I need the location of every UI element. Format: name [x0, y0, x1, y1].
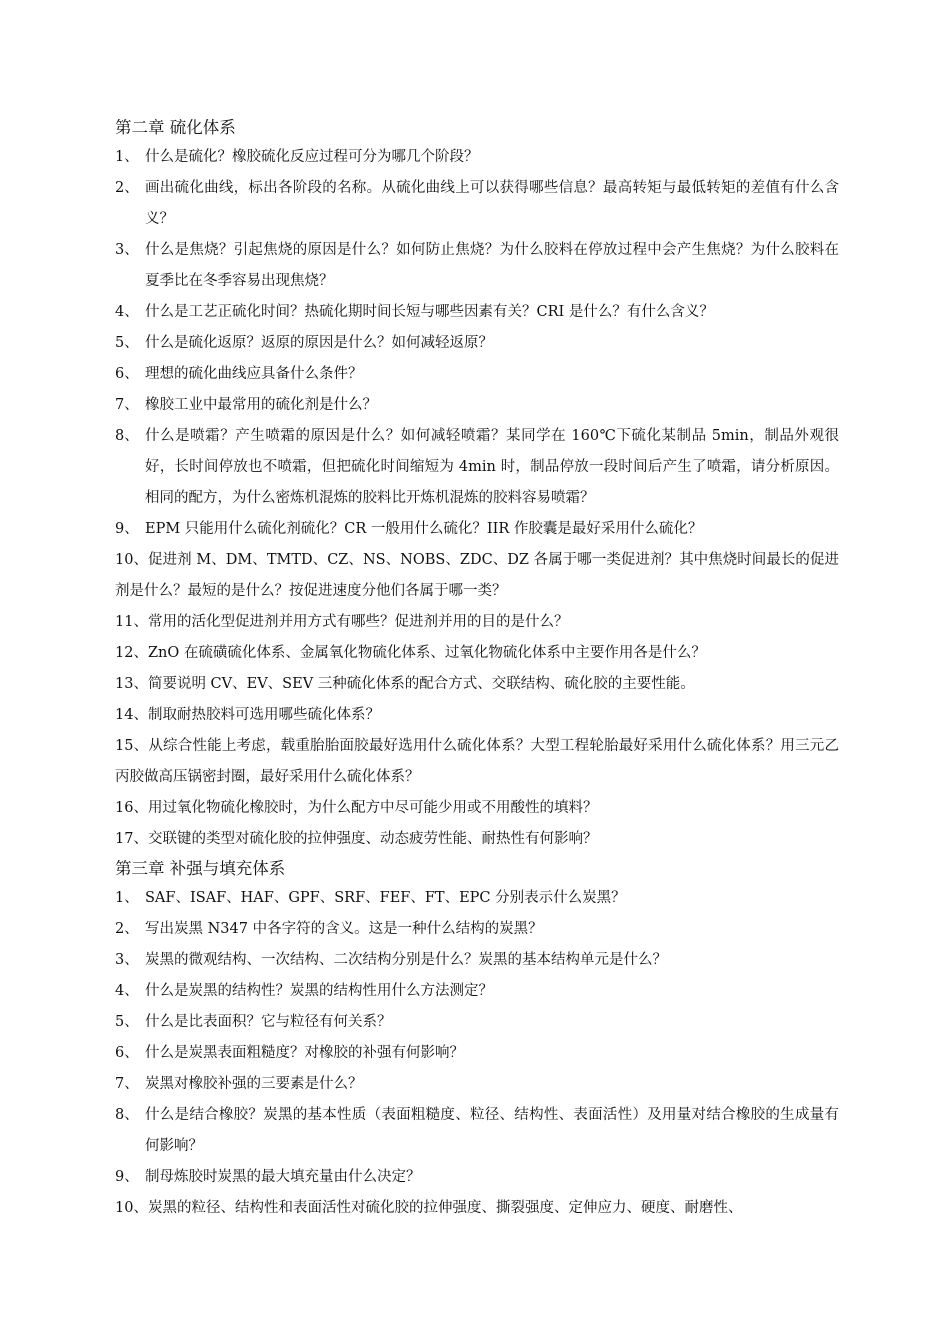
- question-number: 2、: [115, 921, 139, 937]
- question-item: [115, 914, 839, 945]
- question-text: 从综合性能上考虑，载重胎胎面胶最好选用什么硫化体系？大型工程轮胎最好采用什么硫化体系？用三元乙丙胶做高压锅密封圈，最好采用什么硫化体系？: [115, 738, 840, 785]
- question-text: ZnO 在硫磺硫化体系、金属氧化物硫化体系、过氧化物硫化体系中主要作用各是什么？: [147, 645, 706, 661]
- question-text: 什么是工艺正硫化时间？热硫化期时间长短与哪些因素有关？CRI 是什么？有什么含义？: [145, 304, 714, 320]
- question-item: [115, 1162, 839, 1193]
- question-item: [115, 1193, 839, 1224]
- question-number: 8、: [115, 428, 139, 444]
- question-item: [115, 945, 839, 976]
- question-item: [115, 731, 839, 793]
- question-number: 10、: [115, 1200, 148, 1216]
- question-text: 制取耐热胶料可选用哪些硫化体系？: [147, 707, 380, 723]
- chapter-title: 第三章 补强与填充体系: [115, 859, 286, 878]
- question-number: 11、: [115, 614, 148, 630]
- question-text: EPM 只能用什么硫化剂硫化？CR 一般用什么硫化？IIR 作胶囊是最好采用什么硫化？: [145, 521, 703, 537]
- question-item: [115, 328, 839, 359]
- question-text: 什么是硫化返原？返原的原因是什么？如何减轻返原？: [145, 335, 493, 351]
- question-text: 炭黑的微观结构、一次结构、二次结构分别是什么？炭黑的基本结构单元是什么？: [145, 952, 667, 968]
- question-text: 促进剂 M、DM、TMTD、CZ、NS、NOBS、ZDC、DZ 各属于哪一类促进剂？其中焦烧时间最长的促进剂是什么？最短的是什么？按促进速度分他们各属于哪一类？: [115, 552, 839, 599]
- question-text: SAF、ISAF、HAF、GPF、SRF、FEF、FT、EPC 分别表示什么炭黑？: [145, 890, 626, 906]
- question-number: 5、: [115, 1014, 139, 1030]
- question-text: 理想的硫化曲线应具备什么条件？: [145, 366, 363, 382]
- question-text: 常用的活化型促进剂并用方式有哪些？促进剂并用的目的是什么？: [147, 614, 569, 630]
- question-number: 17、: [115, 831, 148, 847]
- question-item: [115, 1100, 839, 1162]
- question-number: 7、: [115, 1076, 139, 1092]
- question-number: 2、: [115, 180, 139, 196]
- question-text: 简要说明 CV、EV、SEV 三种硫化体系的配合方式、交联结构、硫化胶的主要性能。: [147, 676, 695, 692]
- question-number: 13、: [115, 676, 148, 692]
- question-item: [115, 142, 839, 173]
- question-text: 交联键的类型对硫化胶的拉伸强度、动态疲劳性能、耐热性有何影响？: [147, 831, 598, 847]
- question-text: 用过氧化物硫化橡胶时，为什么配方中尽可能少用或不用酸性的填料？: [147, 800, 598, 816]
- question-text: 什么是比表面积？它与粒径有何关系？: [145, 1014, 392, 1030]
- question-item: [115, 793, 839, 824]
- question-number: 6、: [115, 366, 139, 382]
- question-number: 9、: [115, 521, 139, 537]
- chapter-title: 第二章 硫化体系: [115, 118, 236, 137]
- question-item: [115, 545, 839, 607]
- question-item: [115, 883, 839, 914]
- question-number: 1、: [115, 149, 139, 165]
- question-item: [115, 669, 839, 700]
- question-item: [115, 976, 839, 1007]
- question-text: 什么是硫化？橡胶硫化反应过程可分为哪几个阶段？: [145, 149, 479, 165]
- question-text: 制母炼胶时炭黑的最大填充量由什么决定？: [145, 1169, 421, 1185]
- question-number: 4、: [115, 304, 139, 320]
- question-item: [115, 390, 839, 421]
- question-number: 3、: [115, 952, 139, 968]
- question-item: [115, 1007, 839, 1038]
- question-number: 3、: [115, 242, 139, 258]
- question-number: 14、: [115, 707, 148, 723]
- question-number: 5、: [115, 335, 139, 351]
- question-number: 7、: [115, 397, 139, 413]
- question-item: [115, 1069, 839, 1100]
- question-text: 橡胶工业中最常用的硫化剂是什么？: [145, 397, 377, 413]
- question-item: [115, 421, 839, 514]
- document-content: [115, 114, 839, 1224]
- question-item: [115, 638, 839, 669]
- question-text: 画出硫化曲线，标出各阶段的名称。从硫化曲线上可以获得哪些信息？最高转矩与最低转矩的差值有什么含义？: [145, 180, 839, 227]
- question-number: 4、: [115, 983, 139, 999]
- question-number: 6、: [115, 1045, 139, 1061]
- question-item: [115, 297, 839, 328]
- question-number: 12、: [115, 645, 148, 661]
- question-item: [115, 1038, 839, 1069]
- question-number: 9、: [115, 1169, 139, 1185]
- question-text: 炭黑的粒径、结构性和表面活性对硫化胶的拉伸强度、撕裂强度、定伸应力、硬度、耐磨性、: [147, 1200, 743, 1216]
- question-number: 8、: [115, 1107, 139, 1123]
- question-text: 什么是炭黑的结构性？炭黑的结构性用什么方法测定？: [145, 983, 493, 999]
- question-number: 15、: [115, 738, 149, 754]
- question-text: 炭黑对橡胶补强的三要素是什么？: [145, 1076, 363, 1092]
- question-item: [115, 235, 839, 297]
- question-text: 写出炭黑 N347 中各字符的含义。这是一种什么结构的炭黑？: [145, 921, 543, 937]
- question-text: 什么是炭黑表面粗糙度？对橡胶的补强有何影响？: [145, 1045, 464, 1061]
- question-item: [115, 359, 839, 390]
- question-item: [115, 607, 839, 638]
- question-text: 什么是喷霜？产生喷霜的原因是什么？如何减轻喷霜？某同学在 160℃下硫化某制品 5min，制品外观很好，长时间停放也不喷霜，但把硫化时间缩短为 4min 时，制品停放一段时间后产生了喷霜，请分析原因。相同的配方，为什么密炼机混炼的胶料比开炼机混炼的胶料容易喷霜？: [145, 428, 839, 506]
- question-number: 10、: [115, 552, 149, 568]
- question-item: [115, 700, 839, 731]
- question-number: 1、: [115, 890, 139, 906]
- question-text: 什么是结合橡胶？炭黑的基本性质（表面粗糙度、粒径、结构性、表面活性）及用量对结合橡胶的生成量有何影响？: [145, 1107, 839, 1154]
- question-number: 16、: [115, 800, 148, 816]
- question-item: [115, 824, 839, 855]
- question-text: 什么是焦烧？引起焦烧的原因是什么？如何防止焦烧？为什么胶料在停放过程中会产生焦烧？为什么胶料在夏季比在冬季容易出现焦烧？: [145, 242, 839, 289]
- question-item: [115, 173, 839, 235]
- question-item: [115, 514, 839, 545]
